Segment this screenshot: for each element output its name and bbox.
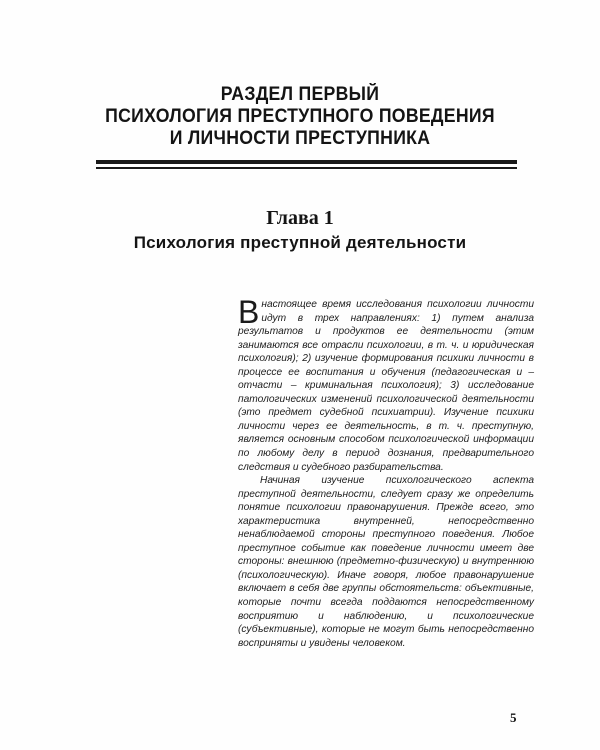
body-text — [238, 294, 534, 650]
chapter-number: Глава 1 — [266, 207, 334, 229]
section-divider-thick — [96, 160, 517, 164]
page-number: 5 — [510, 710, 517, 725]
chapter-title: Психология преступной деятельности — [133, 233, 467, 252]
paragraph — [238, 294, 534, 474]
section-heading-line: ПСИХОЛОГИЯ ПРЕСТУПНОГО ПОВЕДЕНИЯ — [105, 106, 495, 127]
paragraph: Начиная изучение психологического аспекта преступной деятельности, следует сразу же определить понятие психологии правонарушения. Прежде всего, это характеристика внутренней, непосредственно ненаблюдаемой стороны преступного поведения. Любое преступное событие как поведение личности имеет две стороны: внешнюю (предметно-физическую) и внутреннюю (психологическую). Иначе говоря, любое правонарушение включает в себя две группы обстоятельств: объективные, которые почти всегда поддаются непосредственному восприятию и наблюдению, и психологические (субъективные), которые не могут быть непосредственно восприняты и увидены человеком. — [238, 475, 534, 649]
drop-cap: В — [238, 294, 260, 330]
chapter-heading — [60, 206, 540, 256]
paragraph-text: настоящее время исследования психологии личности идут в трех направлениях: 1) путем анализа результатов и продуктов ее деятельности (этим занимаются все отрасли психологии, в т. ч. и юридическая психология); 2) изучение формирования психики личности в процессе ее воспитания и обучения (педагогическая и – отчасти – криминальная психология); 3) исследование патологических изменений психологической деятельности (это предмет судебной психиатрии). Изучение психики личности через ее деятельность, в т. ч. преступную, является основным способом психологической информации по любому делу в период дознания, предварительного следствия и судебного разбирательства. — [238, 299, 534, 473]
section-heading-line: РАЗДЕЛ ПЕРВЫЙ — [220, 84, 380, 105]
section-heading — [60, 84, 540, 150]
section-heading-line: И ЛИЧНОСТИ ПРЕСТУПНИКА — [169, 128, 431, 149]
section-divider-thin — [96, 167, 517, 169]
